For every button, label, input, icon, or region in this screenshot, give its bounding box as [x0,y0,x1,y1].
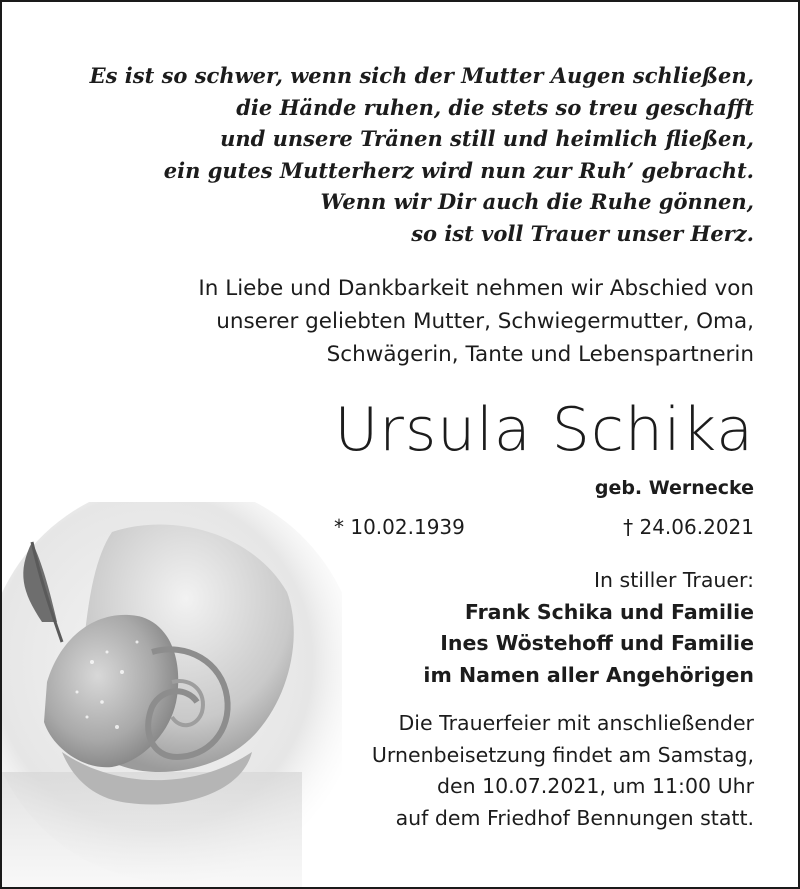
poem-line: so ist voll Trauer unser Herz. [411,220,754,246]
death-date: † 24.06.2021 [623,515,754,539]
birth-date: * 10.02.1939 [334,515,465,539]
intro-line: In Liebe und Dankbarkeit nehmen wir Abschied von [198,276,754,301]
intro-line: Schwägerin, Tante und Lebenspartnerin [326,342,754,367]
life-dates [334,512,754,542]
maiden-name: geb. Wernecke [594,477,754,499]
funeral-line: Die Trauerfeier mit anschließender [398,711,754,735]
poem [34,60,754,249]
poem-line: Wenn wir Dir auch die Ruhe gönnen, [320,189,754,214]
poem-line: Es ist so schwer, wenn sich der Mutter Augen schließen, [89,63,754,88]
poem-line: ein gutes Mutterherz wird nun zur Ruh’ gebracht. [163,157,754,183]
mourner-name: Frank Schika und Familie [464,599,754,624]
poem-line: und unsere Tränen still und heimlich fließen, [220,126,754,151]
intro-line: unserer geliebten Mutter, Schwiegermutter, Oma, [216,309,754,334]
poem-line: die Hände ruhen, die stets so treu geschafft [236,94,754,120]
funeral-line: Urnenbeisetzung findet am Samstag, [371,742,754,767]
farewell-intro [34,272,754,371]
funeral-info [254,708,754,834]
mourners-heading: In stiller Trauer: [594,568,754,592]
deceased-name: Ursula Schika [334,395,754,465]
mourner-name: im Namen aller Angehörigen [423,662,754,687]
mourners [254,565,754,691]
mourner-name: Ines Wöstehoff und Familie [440,631,754,655]
funeral-line: den 10.07.2021, um 11:00 Uhr [436,774,754,798]
funeral-line: auf dem Friedhof Bennungen statt. [395,805,754,830]
